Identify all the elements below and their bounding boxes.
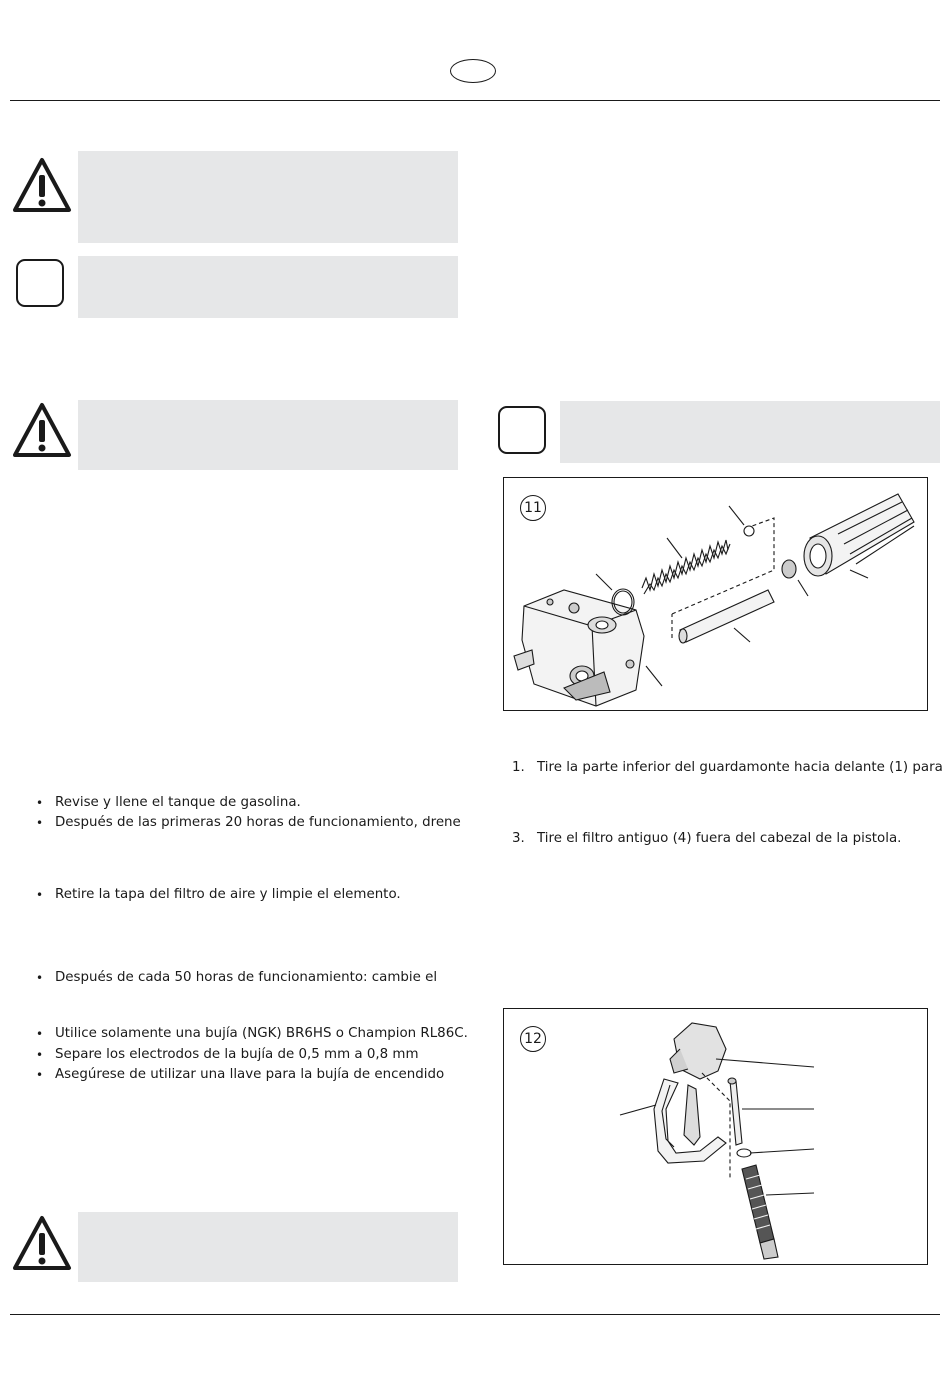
bullet-symbol: •: [36, 1027, 44, 1041]
list-item: Revise y llene el tanque de gasolina.: [55, 795, 301, 810]
list-item: Retire la tapa del filtro de aire y limpie el elemento.: [55, 887, 401, 902]
footer-rule: [10, 1314, 940, 1315]
language-badge: [450, 59, 496, 83]
bullet-symbol: •: [36, 1048, 44, 1062]
note-panel-2: [560, 401, 940, 463]
figure-11: [503, 477, 928, 711]
step-text: Tire la parte inferior del guardamonte hacia delante (1) para: [537, 760, 943, 775]
spray-gun-drawing: [504, 1009, 927, 1264]
bullet-symbol: •: [36, 888, 44, 902]
figure-number: 11: [520, 495, 546, 521]
note-square-icon: [16, 259, 64, 307]
bullet-symbol: •: [36, 1068, 44, 1082]
bullet-symbol: •: [36, 971, 44, 985]
warning-triangle-icon: [12, 400, 72, 460]
note-square-icon: [498, 406, 546, 454]
figure-number: 12: [520, 1026, 546, 1052]
list-item: Utilice solamente una bujía (NGK) BR6HS o Champion RL86C.: [55, 1026, 468, 1041]
list-item: Separe los electrodos de la bujía de 0,5 mm a 0,8 mm: [55, 1047, 419, 1062]
step-number: 1.: [512, 760, 525, 775]
warning-panel-3: [78, 1212, 458, 1282]
warning-triangle-icon: [12, 155, 72, 215]
step-number: 3.: [512, 831, 525, 846]
list-item: Después de las primeras 20 horas de funcionamiento, drene: [55, 815, 461, 830]
list-item: Asegúrese de utilizar una llave para la bujía de encendido: [55, 1067, 445, 1082]
list-item: Después de cada 50 horas de funcionamiento: cambie el: [55, 970, 438, 985]
step-text: Tire el filtro antiguo (4) fuera del cabezal de la pistola.: [537, 831, 902, 846]
figure-12: [503, 1008, 928, 1265]
header-rule: [10, 100, 940, 101]
warning-panel-1: [78, 151, 458, 243]
bullet-symbol: •: [36, 816, 44, 830]
warning-panel-2: [78, 400, 458, 470]
bullet-symbol: •: [36, 796, 44, 810]
note-panel-1: [78, 256, 458, 318]
warning-triangle-icon: [12, 1213, 72, 1273]
filter-exploded-drawing: [504, 478, 927, 710]
